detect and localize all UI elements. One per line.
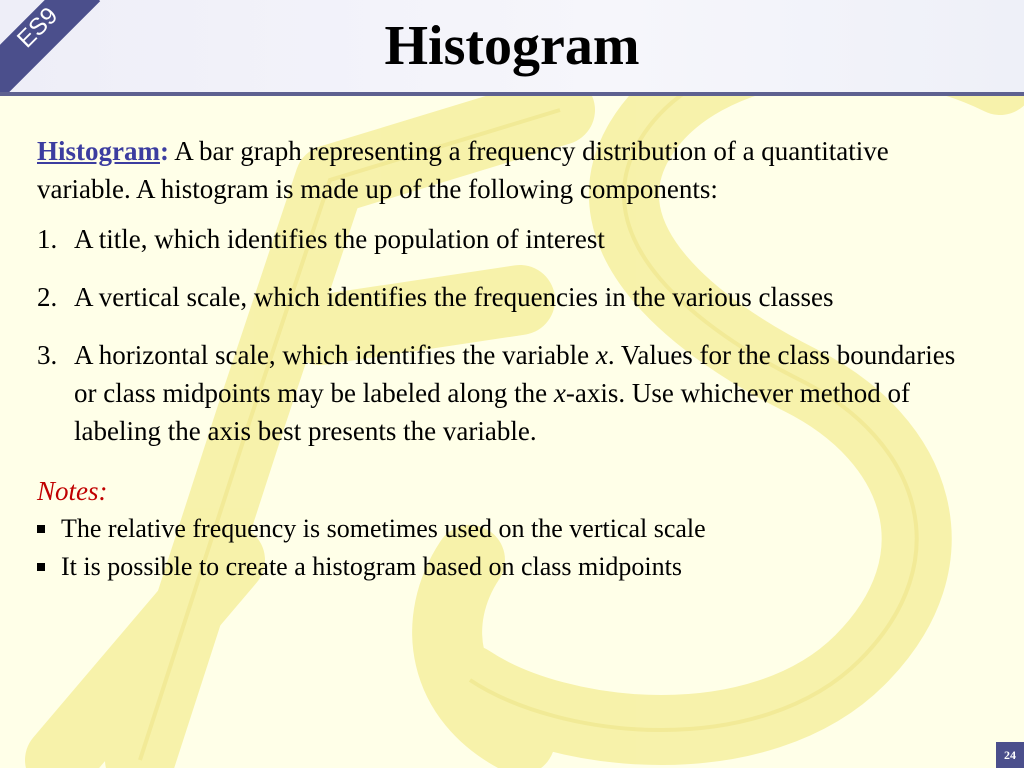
notes-item-text: The relative frequency is sometimes used on the vertical scale [61,514,706,543]
notes-label [37,472,982,510]
list-item [37,278,982,316]
square-bullet-icon [37,525,45,533]
variable-x: x [553,378,566,408]
definition-colon: : [159,136,169,166]
list-item-number: 3. [37,340,58,370]
list-item-number: 1. [37,224,58,254]
definition-text: A bar graph representing a frequency distribution of a quantitative variable. A histogram is made up of the following components: [37,136,889,204]
notes-label-colon: : [98,476,108,506]
variable-x: x [595,340,608,370]
list-item-number: 2. [37,282,58,312]
list-item [37,336,982,450]
notes-label-text: Notes [37,476,99,506]
page-title: Histogram [384,15,640,77]
notes-item-text: It is possible to create a histogram based on class midpoints [61,552,682,581]
list-item-text: -axis. Use whichever method of labeling the axis best presents the variable. [74,378,911,446]
list-item-text: A vertical scale, which identifies the frequencies in the various classes [74,282,834,312]
definition-term: Histogram [37,136,160,166]
list-item [37,220,982,258]
components-list [37,220,982,450]
list-item-text: A title, which identifies the population of interest [74,224,605,254]
list-item-text: A horizontal scale, which identifies the variable [74,340,596,370]
list-item-text: . Values for the class boundaries or class midpoints may be labeled along the [74,340,956,408]
square-bullet-icon [37,563,45,571]
slide-content [37,132,982,586]
slide-number: 24 [996,742,1024,768]
corner-tag-label: ES9 [12,2,64,54]
notes-item [37,510,982,548]
notes-item [37,548,982,586]
definition-paragraph [37,132,982,208]
notes-list [37,510,982,586]
